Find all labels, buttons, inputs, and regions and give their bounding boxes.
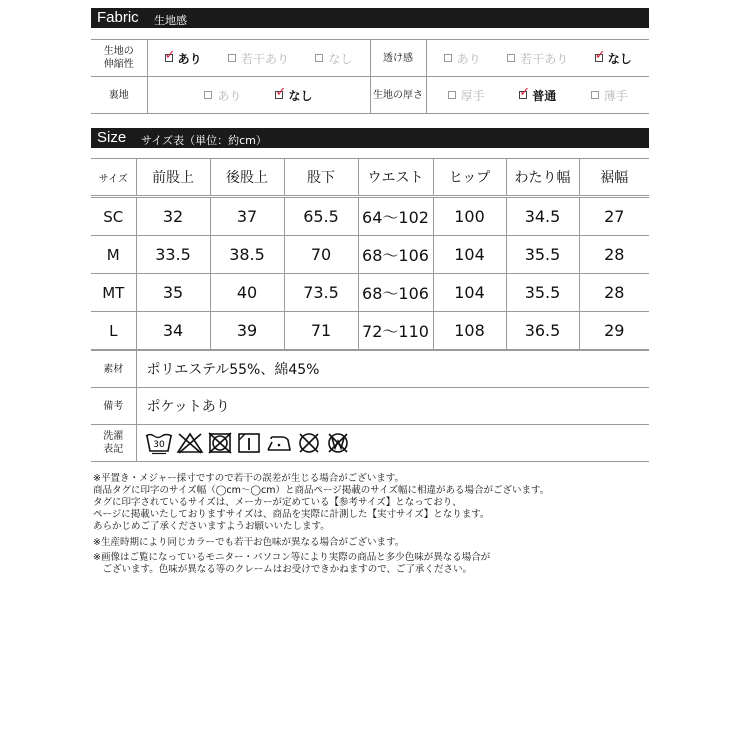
note-line: あらかじめご了承くださいますようお願いいたします。 <box>93 521 330 532</box>
size-table <box>91 158 649 350</box>
size-name-cell: L <box>91 312 136 350</box>
remarks-row <box>91 388 649 425</box>
no-dry-clean-icon <box>296 431 322 455</box>
table-cell: 32 <box>136 197 210 236</box>
size-name-cell: SC <box>91 197 136 236</box>
notes-block-2 <box>93 537 653 549</box>
unchecked-box-icon <box>444 54 452 62</box>
thickness-options <box>426 77 649 114</box>
unchecked-box-icon <box>507 54 515 62</box>
size-name-cell: MT <box>91 274 136 312</box>
remarks-value: ポケットあり <box>136 388 649 425</box>
fabric-option <box>275 87 312 104</box>
unchecked-box-icon <box>448 91 456 99</box>
wash-temp-text: 30 <box>152 440 165 450</box>
fabric-option <box>228 50 289 67</box>
table-cell: 68〜106 <box>358 274 433 312</box>
unchecked-box-icon <box>228 54 236 62</box>
no-bleach-icon <box>176 431 204 455</box>
size-section-header <box>91 128 649 148</box>
note-line: ※画像はご覧になっているモニター・パソコン等により実際の商品と多少色味が異なる場合が <box>93 552 491 563</box>
checked-box-icon <box>275 91 283 99</box>
fabric-option <box>444 50 481 67</box>
fabric-option <box>204 87 241 104</box>
fabric-title-en: Fabric <box>97 9 139 26</box>
note-line: ※平置き・メジャー採寸ですので若干の誤差が生じる場合がございます。 <box>93 473 405 484</box>
fabric-option-label: 普通 <box>532 88 557 103</box>
note-line: ※生産時期により同じカラーでも若干お色味が異なる場合がございます。 <box>93 537 405 548</box>
care-label: 洗濯 表記 <box>91 425 136 462</box>
table-cell: 71 <box>284 312 358 350</box>
care-icons <box>136 425 649 462</box>
unchecked-box-icon <box>591 91 599 99</box>
fabric-option <box>595 50 632 67</box>
table-cell: 38.5 <box>210 236 284 274</box>
table-row <box>91 274 649 312</box>
checked-box-icon <box>165 54 173 62</box>
sheerness-options <box>426 40 649 77</box>
fabric-option-label: なし <box>607 51 632 66</box>
table-cell: 35 <box>136 274 210 312</box>
stretch-options <box>147 40 370 77</box>
fabric-option <box>165 50 202 67</box>
notes-block-3 <box>93 552 653 576</box>
table-cell: 65.5 <box>284 197 358 236</box>
care-row <box>91 425 649 462</box>
table-cell: 108 <box>433 312 506 350</box>
fabric-title-jp: 生地感 <box>154 14 187 27</box>
checked-box-icon <box>595 54 603 62</box>
fabric-table <box>91 39 649 114</box>
header-cell: ウエスト <box>358 159 433 197</box>
fabric-option-label: 若干あり <box>520 51 569 66</box>
material-value: ポリエステル55%、綿45% <box>136 351 649 388</box>
stretch-label: 生地の 伸縮性 <box>91 40 147 77</box>
info-table <box>91 350 649 462</box>
wet-clean-icon <box>325 431 351 455</box>
note-line: ページに掲載いたしておりますサイズは、商品を実際に計測した【実寸サイズ】となります。 <box>93 509 490 520</box>
fabric-row <box>91 77 649 114</box>
sheerness-label: 透け感 <box>370 40 426 77</box>
table-cell: 64〜102 <box>358 197 433 236</box>
fabric-option-label: あり <box>177 51 202 66</box>
table-cell: 37 <box>210 197 284 236</box>
table-cell: 39 <box>210 312 284 350</box>
fabric-option <box>448 87 485 104</box>
fabric-option-label: 薄手 <box>603 88 628 103</box>
wash-30-icon <box>145 431 173 455</box>
table-cell: 104 <box>433 236 506 274</box>
table-cell: 68〜106 <box>358 236 433 274</box>
fabric-option-label: あり <box>456 51 481 66</box>
fabric-option-label: 厚手 <box>460 88 485 103</box>
table-cell: 28 <box>579 236 649 274</box>
table-cell: 34 <box>136 312 210 350</box>
lining-label: 裏地 <box>91 77 147 114</box>
fabric-option <box>591 87 628 104</box>
table-cell: 35.5 <box>506 236 579 274</box>
iron-low-icon <box>265 431 293 455</box>
lining-options <box>147 77 370 114</box>
unchecked-box-icon <box>315 54 323 62</box>
table-cell: 70 <box>284 236 358 274</box>
header-cell: 後股上 <box>210 159 284 197</box>
size-title-jp: サイズ表（単位：約cm） <box>141 134 267 147</box>
table-cell: 27 <box>579 197 649 236</box>
size-title-en: Size <box>97 129 127 146</box>
fabric-option <box>519 87 556 104</box>
line-dry-shade-icon <box>236 431 262 455</box>
header-cell: ヒップ <box>433 159 506 197</box>
table-cell: 73.5 <box>284 274 358 312</box>
table-cell: 33.5 <box>136 236 210 274</box>
thickness-label: 生地の厚さ <box>370 77 426 114</box>
table-cell: 35.5 <box>506 274 579 312</box>
size-header-row <box>91 159 649 197</box>
table-row <box>91 197 649 236</box>
table-cell: 100 <box>433 197 506 236</box>
material-row <box>91 351 649 388</box>
table-cell: 104 <box>433 274 506 312</box>
no-tumble-dry-icon <box>207 431 233 455</box>
table-row <box>91 236 649 274</box>
unchecked-box-icon <box>204 91 212 99</box>
fabric-option-label: 若干あり <box>240 51 289 66</box>
note-line: タグに印字されているサイズは、メーカーが定めている【参考サイズ】となっており、 <box>93 497 462 508</box>
material-label: 素材 <box>91 351 136 388</box>
table-cell: 36.5 <box>506 312 579 350</box>
fabric-option <box>507 50 568 67</box>
fabric-option <box>315 50 352 67</box>
table-row <box>91 312 649 350</box>
table-cell: 28 <box>579 274 649 312</box>
header-cell: サイズ <box>91 159 136 197</box>
remarks-label: 備考 <box>91 388 136 425</box>
table-cell: 29 <box>579 312 649 350</box>
table-cell: 34.5 <box>506 197 579 236</box>
size-name-cell: M <box>91 236 136 274</box>
checked-box-icon <box>519 91 527 99</box>
header-cell: わたり幅 <box>506 159 579 197</box>
header-cell: 股下 <box>284 159 358 197</box>
fabric-option-label: なし <box>328 51 353 66</box>
header-cell: 前股上 <box>136 159 210 197</box>
table-cell: 40 <box>210 274 284 312</box>
note-line: ございます。色味が異なる等のクレームはお受けできかねますので、ご了承ください。 <box>93 564 473 575</box>
note-line: 商品タグに印字のサイズ幅（◯cm〜◯cm）と商品ページ掲載のサイズ幅に相違がある場合がございます。 <box>93 485 550 496</box>
fabric-option-label: あり <box>217 88 242 103</box>
fabric-section-header <box>91 8 649 28</box>
fabric-option-label: なし <box>288 88 313 103</box>
fabric-row <box>91 40 649 77</box>
notes-block-1 <box>93 473 653 533</box>
table-cell: 72〜110 <box>358 312 433 350</box>
header-cell: 裾幅 <box>579 159 649 197</box>
